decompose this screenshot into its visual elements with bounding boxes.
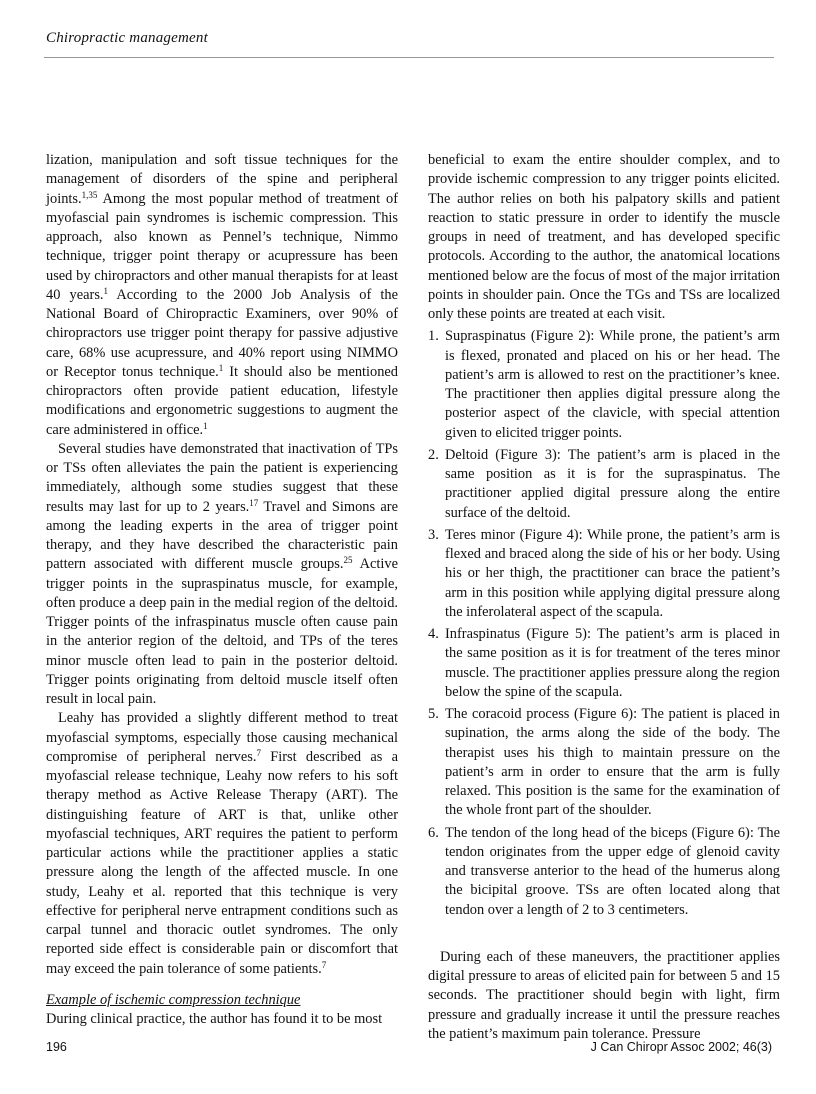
list-number: 6. bbox=[428, 824, 439, 841]
technique-list bbox=[428, 327, 780, 920]
left-paragraph-1: lization, manipulation and soft tissue techniques for the management of disorders of the spine and peripheral joints.$^{1,35}$ Among the most popular method of treatment of myofascial pain syndromes is ischemic compression. This approach, also known as Pennel’s technique, Nimmo technique, trigger point therapy or acupressure has been used by chiropractors and other manual therapists for at least 40 years.$^1$ According to the 2000 Job Analysis of the National Board of Chiropractic Examiners, over 90% of chiropractors use trigger point therapy for passive adjustive care, 68% use acupressure, and 40% report using NIMMO or Receptor tonus technique.$^1$ It should also be mentioned chiropractors often provide patient education, lifestyle modifications and ergonometric suggestions to augment the care administered in office.$^1$ bbox=[46, 152, 398, 438]
list-item-text: The coracoid process (Figure 6): The patient is placed in supination, the arms along the side of the body. The therapist uses his thigh to maintain pressure on the patient’s arm in order to ensure that the arm is fully relaxed. This position is the same for the examination of the whole front part of the shoulder. bbox=[445, 706, 780, 819]
right-column bbox=[428, 151, 780, 1044]
list-item bbox=[428, 446, 780, 523]
citation: 1 bbox=[103, 285, 109, 296]
list-item bbox=[428, 625, 780, 702]
right-paragraph-2: During each of these maneuvers, the practitioner applies digital pressure to areas of elicited pain for between 5 and 15 seconds. The practitioner should begin with light, firm pressure and gradually increase it until the pressure reaches the patient’s maximum pain tolerance. Pressure bbox=[428, 948, 780, 1042]
running-header: Chiropractic management bbox=[46, 30, 208, 46]
left-paragraph-2: Several studies have demonstrated that inactivation of TPs or TSs often alleviates the pain the patient is experiencing immediately, although some studies suggest that these results may last for up to 2 years.$^{17}$ Travel and Simons are among the leading experts in the area of trigger point therapy, and they have described the characteristic pain pattern associated with different muscle groups.$^{25}$ Active trigger points in the supraspinatus muscle, for example, often produce a deep pain in the medial region of the deltoid. Trigger points of the infraspinatus muscle often cause pain in the anterior region of the deltoid, and TPs of the teres minor muscle often lead to pain in the posterior deltoid. Trigger points originating from deltoid muscle itself often result in local pain. bbox=[46, 440, 398, 707]
list-item bbox=[428, 327, 780, 443]
list-item-text: Supraspinatus (Figure 2): While prone, the patient’s arm is flexed, pronated and placed on his or her head. The patient’s arm is allowed to rest on the practitioner’s knee. The practitioner then applies digital pressure along the posterior aspect of the clavicle, with special attention given to elicited trigger points. bbox=[445, 328, 780, 441]
list-item-text: The tendon of the long head of the biceps (Figure 6): The tendon originates from the upper edge of glenoid cavity and transverse anterior to the head of the humerus along the bicipital groove. TSs are often located along that tendon over a length of 2 to 3 centimeters. bbox=[445, 824, 780, 918]
list-item-text: Infraspinatus (Figure 5): The patient’s arm is placed in the same position as it is for treatment of the teres minor muscle. The practitioner applies pressure along the region below the spine of the scapula. bbox=[445, 626, 780, 700]
list-number: 4. bbox=[428, 626, 439, 642]
left-column bbox=[46, 151, 398, 1029]
citation: 7 bbox=[321, 959, 327, 970]
citation: 7 bbox=[256, 747, 261, 758]
header-rule bbox=[44, 57, 774, 58]
page-number: 196 bbox=[46, 1040, 67, 1054]
list-item bbox=[428, 526, 780, 622]
citation: 1,35 bbox=[81, 189, 98, 200]
citation: 1 bbox=[203, 420, 208, 431]
list-number: 2. bbox=[428, 446, 439, 463]
right-paragraph-1: beneficial to exam the entire shoulder complex, and to provide ischemic compression to any trigger points elicited. The author relies on both his palpatory skills and patient reaction to static pressure in order to identify the muscle groups in need of treatment, and has developed specific protocols. According to the author, the anatomical locations mentioned below are the focus of most of the major irritation points in shoulder pain. Once the TGs and TSs are localized only these points are treated at each visit. bbox=[428, 152, 780, 322]
list-item bbox=[428, 824, 780, 920]
citation: 1 bbox=[218, 362, 224, 373]
left-paragraph-3: Leahy has provided a slightly different method to treat myofascial symptoms, especially those causing mechanical compromise of peripheral nerves.$^7$ First described as a myofascial release technique, Leahy now refers to his soft therapy method as Active Release Therapy (ART). The distinguishing feature of ART is that, unlike other myofascial techniques, ART requires the patient to perform particular actions while the practitioner applies a static pressure along the length of the affected muscle. In one study, Leahy et al. reported that this technique is very effective for peripheral nerve entrapment conditions such as carpal tunnel and thoracic outlet syndromes. The only reported side effect is considerable pain or discomfort that may exceed the pain tolerance of some patients.$^7$ bbox=[46, 710, 399, 977]
left-paragraph-4: During clinical practice, the author has found it to be most bbox=[46, 1011, 383, 1027]
list-item bbox=[428, 705, 780, 821]
citation: 25 bbox=[343, 555, 353, 566]
journal-citation: J Can Chiropr Assoc 2002; 46(3) bbox=[590, 1040, 772, 1054]
list-number: 1. bbox=[428, 328, 439, 345]
list-item-text: Teres minor (Figure 4): While prone, the patient’s arm is flexed and braced along the side of his or her body. Using his or her thigh, the practitioner can brace the patient’s arm in this position while applying digital pressure along the inferolateral aspect of the scapula. bbox=[445, 526, 780, 620]
list-number: 5. bbox=[428, 706, 439, 722]
section-subheading: Example of ischemic compression technique bbox=[46, 991, 301, 1008]
citation: 17 bbox=[249, 497, 259, 508]
list-item-text: Deltoid (Figure 3): The patient’s arm is placed in the same position as it is for the supraspinatus. The practitioner applied digital pressure along the entire surface of the deltoid. bbox=[445, 446, 780, 521]
list-number: 3. bbox=[428, 526, 439, 543]
